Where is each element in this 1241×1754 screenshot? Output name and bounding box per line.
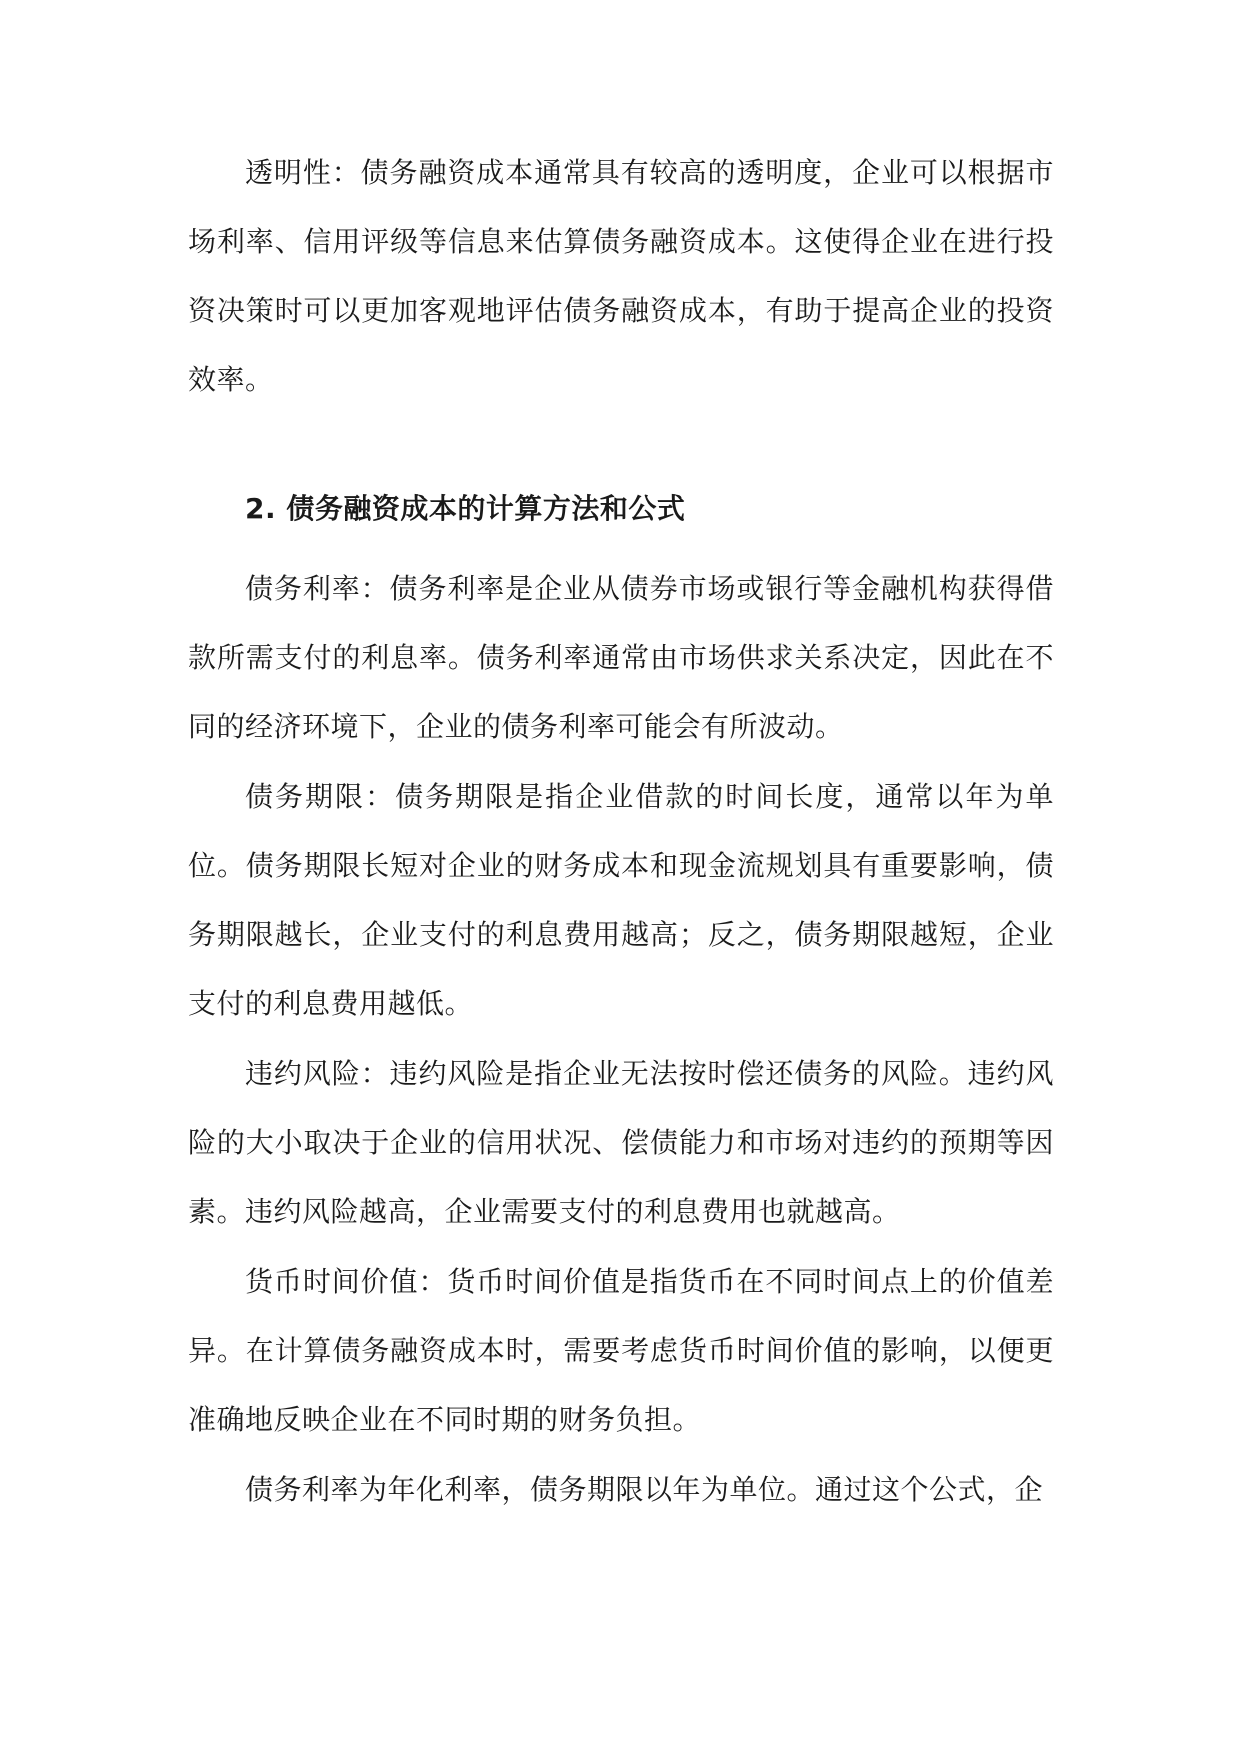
- paragraph-debt-term: 债务期限：债务期限是指企业借款的时间长度，通常以年为单位。债务期限长短对企业的财务成本和现金流规划具有重要影响，债务期限越长，企业支付的利息费用越高；反之，债务期限越短，企业支付的利息费用越低。: [188, 780, 1054, 1020]
- paragraph-default-risk: 违约风险：违约风险是指企业无法按时偿还债务的风险。违约风险的大小取决于企业的信用状况、偿债能力和市场对违约的预期等因素。违约风险越高，企业需要支付的利息费用也就越高。: [188, 1057, 1054, 1228]
- paragraph-time-value-of-money: 货币时间价值：货币时间价值是指货币在不同时间点上的价值差异。在计算债务融资成本时，需要考虑货币时间价值的影响，以便更准确地反映企业在不同时期的财务负担。: [188, 1265, 1054, 1436]
- section-heading: 2. 债务融资成本的计算方法和公式: [245, 492, 686, 525]
- paragraph-formula-note: 债务利率为年化利率，债务期限以年为单位。通过这个公式，企: [245, 1473, 1044, 1506]
- paragraph-transparency: 透明性：债务融资成本通常具有较高的透明度，企业可以根据市场利率、信用评级等信息来估算债务融资成本。这使得企业在进行投资决策时可以更加客观地评估债务融资成本，有助于提高企业的投资效率。: [188, 156, 1054, 396]
- paragraph-debt-interest-rate: 债务利率：债务利率是企业从债券市场或银行等金融机构获得借款所需支付的利息率。债务利率通常由市场供求关系决定，因此在不同的经济环境下，企业的债务利率可能会有所波动。: [188, 572, 1054, 743]
